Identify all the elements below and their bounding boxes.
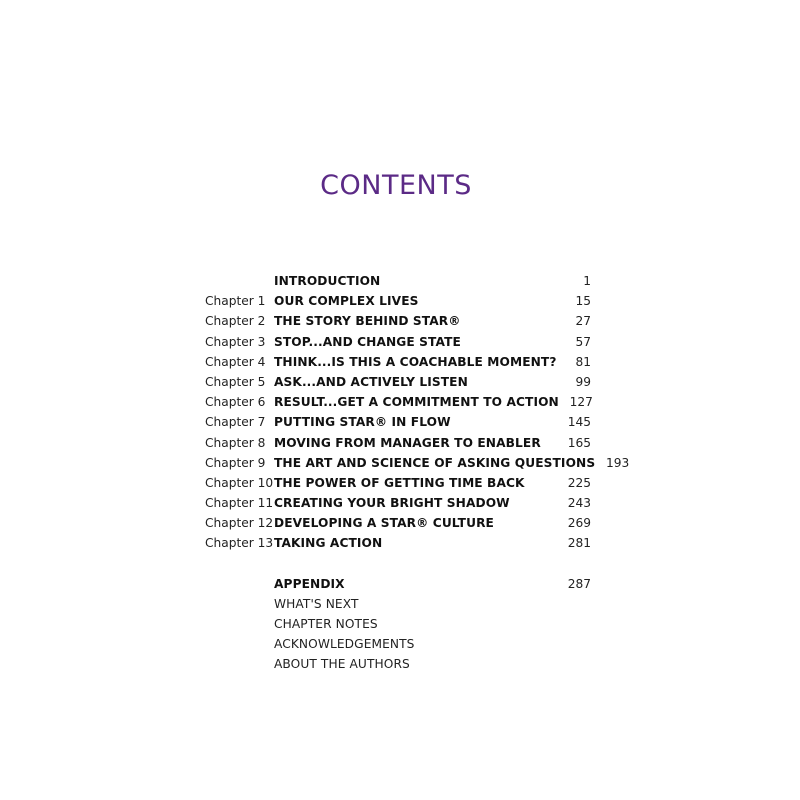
toc-entry-title: ABOUT THE AUTHORS (274, 657, 410, 672)
toc-back-matter-item (205, 614, 591, 634)
toc-chapter-label: Chapter 7 (205, 415, 266, 430)
toc-entry (205, 392, 591, 412)
table-of-contents (205, 271, 630, 675)
toc-page-number: 281 (567, 536, 591, 551)
toc-chapter-label: Chapter 8 (205, 435, 266, 450)
toc-entry (205, 311, 591, 331)
toc-chapter-label: Chapter 2 (205, 314, 266, 329)
toc-entry-introduction (205, 271, 591, 291)
toc-page-number: 269 (567, 516, 591, 531)
toc-page-number: 165 (567, 435, 591, 450)
toc-entry (205, 513, 591, 533)
toc-chapter-label: Chapter 5 (205, 374, 266, 389)
toc-entry (205, 291, 591, 311)
toc-entry-title: THE POWER OF GETTING TIME BACK (274, 475, 525, 490)
toc-page-number: 225 (567, 475, 591, 490)
toc-entry-title: DEVELOPING A STAR® CULTURE (274, 516, 494, 531)
toc-entry-title: CHAPTER NOTES (274, 617, 378, 631)
toc-entry-title: TAKING ACTION (274, 536, 383, 551)
toc-entry-title: STOP...AND CHANGE STATE (274, 334, 461, 349)
toc-chapter-label: Chapter 4 (205, 354, 266, 369)
toc-entry-appendix (205, 574, 591, 594)
toc-chapter-list (205, 291, 630, 553)
toc-back-matter-item (205, 634, 591, 654)
toc-chapter-label: Chapter 12 (205, 516, 274, 531)
toc-page-number: 15 (575, 294, 591, 309)
toc-entry-title: APPENDIX (274, 576, 345, 591)
toc-chapter-label: Chapter 1 (205, 294, 266, 309)
toc-chapter-label: Chapter 9 (205, 455, 266, 470)
toc-page-number: 99 (575, 374, 591, 389)
toc-chapter-label: Chapter 3 (205, 334, 266, 349)
toc-back-matter-item (205, 654, 591, 674)
toc-section-gap (205, 554, 591, 574)
toc-entry-title: CREATING YOUR BRIGHT SHADOW (274, 496, 510, 511)
toc-entry-title: WHAT'S NEXT (274, 596, 359, 611)
toc-entry-title: THE ART AND SCIENCE OF ASKING QUESTIONS (274, 455, 596, 470)
toc-entry-title: OUR COMPLEX LIVES (274, 294, 419, 309)
toc-entry (205, 332, 591, 352)
toc-entry-title: INTRODUCTION (274, 274, 381, 288)
toc-page-number: 81 (575, 354, 591, 369)
toc-entry (205, 412, 591, 432)
toc-entry (205, 493, 591, 513)
toc-back-matter-list (205, 594, 591, 675)
toc-back-matter-item (205, 594, 591, 614)
toc-entry-title: MOVING FROM MANAGER TO ENABLER (274, 435, 541, 450)
toc-entry (205, 352, 591, 372)
toc-chapter-label: Chapter 10 (205, 475, 274, 490)
toc-page-number: 145 (567, 415, 591, 430)
page-title: CONTENTS (320, 170, 472, 201)
toc-page-number: 1 (583, 274, 591, 288)
toc-page-number: 193 (605, 455, 630, 470)
toc-page-number: 243 (567, 496, 591, 511)
toc-chapter-label: Chapter 11 (205, 496, 274, 511)
toc-entry-title: PUTTING STAR® IN FLOW (274, 415, 451, 430)
toc-entry-title: RESULT...GET A COMMITMENT TO ACTION (274, 395, 559, 410)
toc-page-number: 27 (575, 314, 591, 329)
toc-chapter-label: Chapter 6 (205, 395, 266, 410)
toc-entry-title: THE STORY BEHIND STAR® (274, 314, 461, 329)
toc-page-number: 57 (575, 334, 591, 349)
toc-entry-title: ASK...AND ACTIVELY LISTEN (274, 374, 468, 389)
toc-entry-title: ACKNOWLEDGEMENTS (274, 637, 415, 652)
toc-chapter-label: Chapter 13 (205, 536, 274, 551)
toc-entry (205, 372, 591, 392)
toc-entry (205, 433, 591, 453)
toc-page-number: 287 (567, 576, 591, 591)
toc-page-number: 127 (569, 395, 593, 410)
toc-entry (205, 453, 630, 473)
toc-entry (205, 473, 591, 493)
toc-entry (205, 533, 591, 553)
toc-entry-title: THINK...IS THIS A COACHABLE MOMENT? (274, 354, 557, 369)
